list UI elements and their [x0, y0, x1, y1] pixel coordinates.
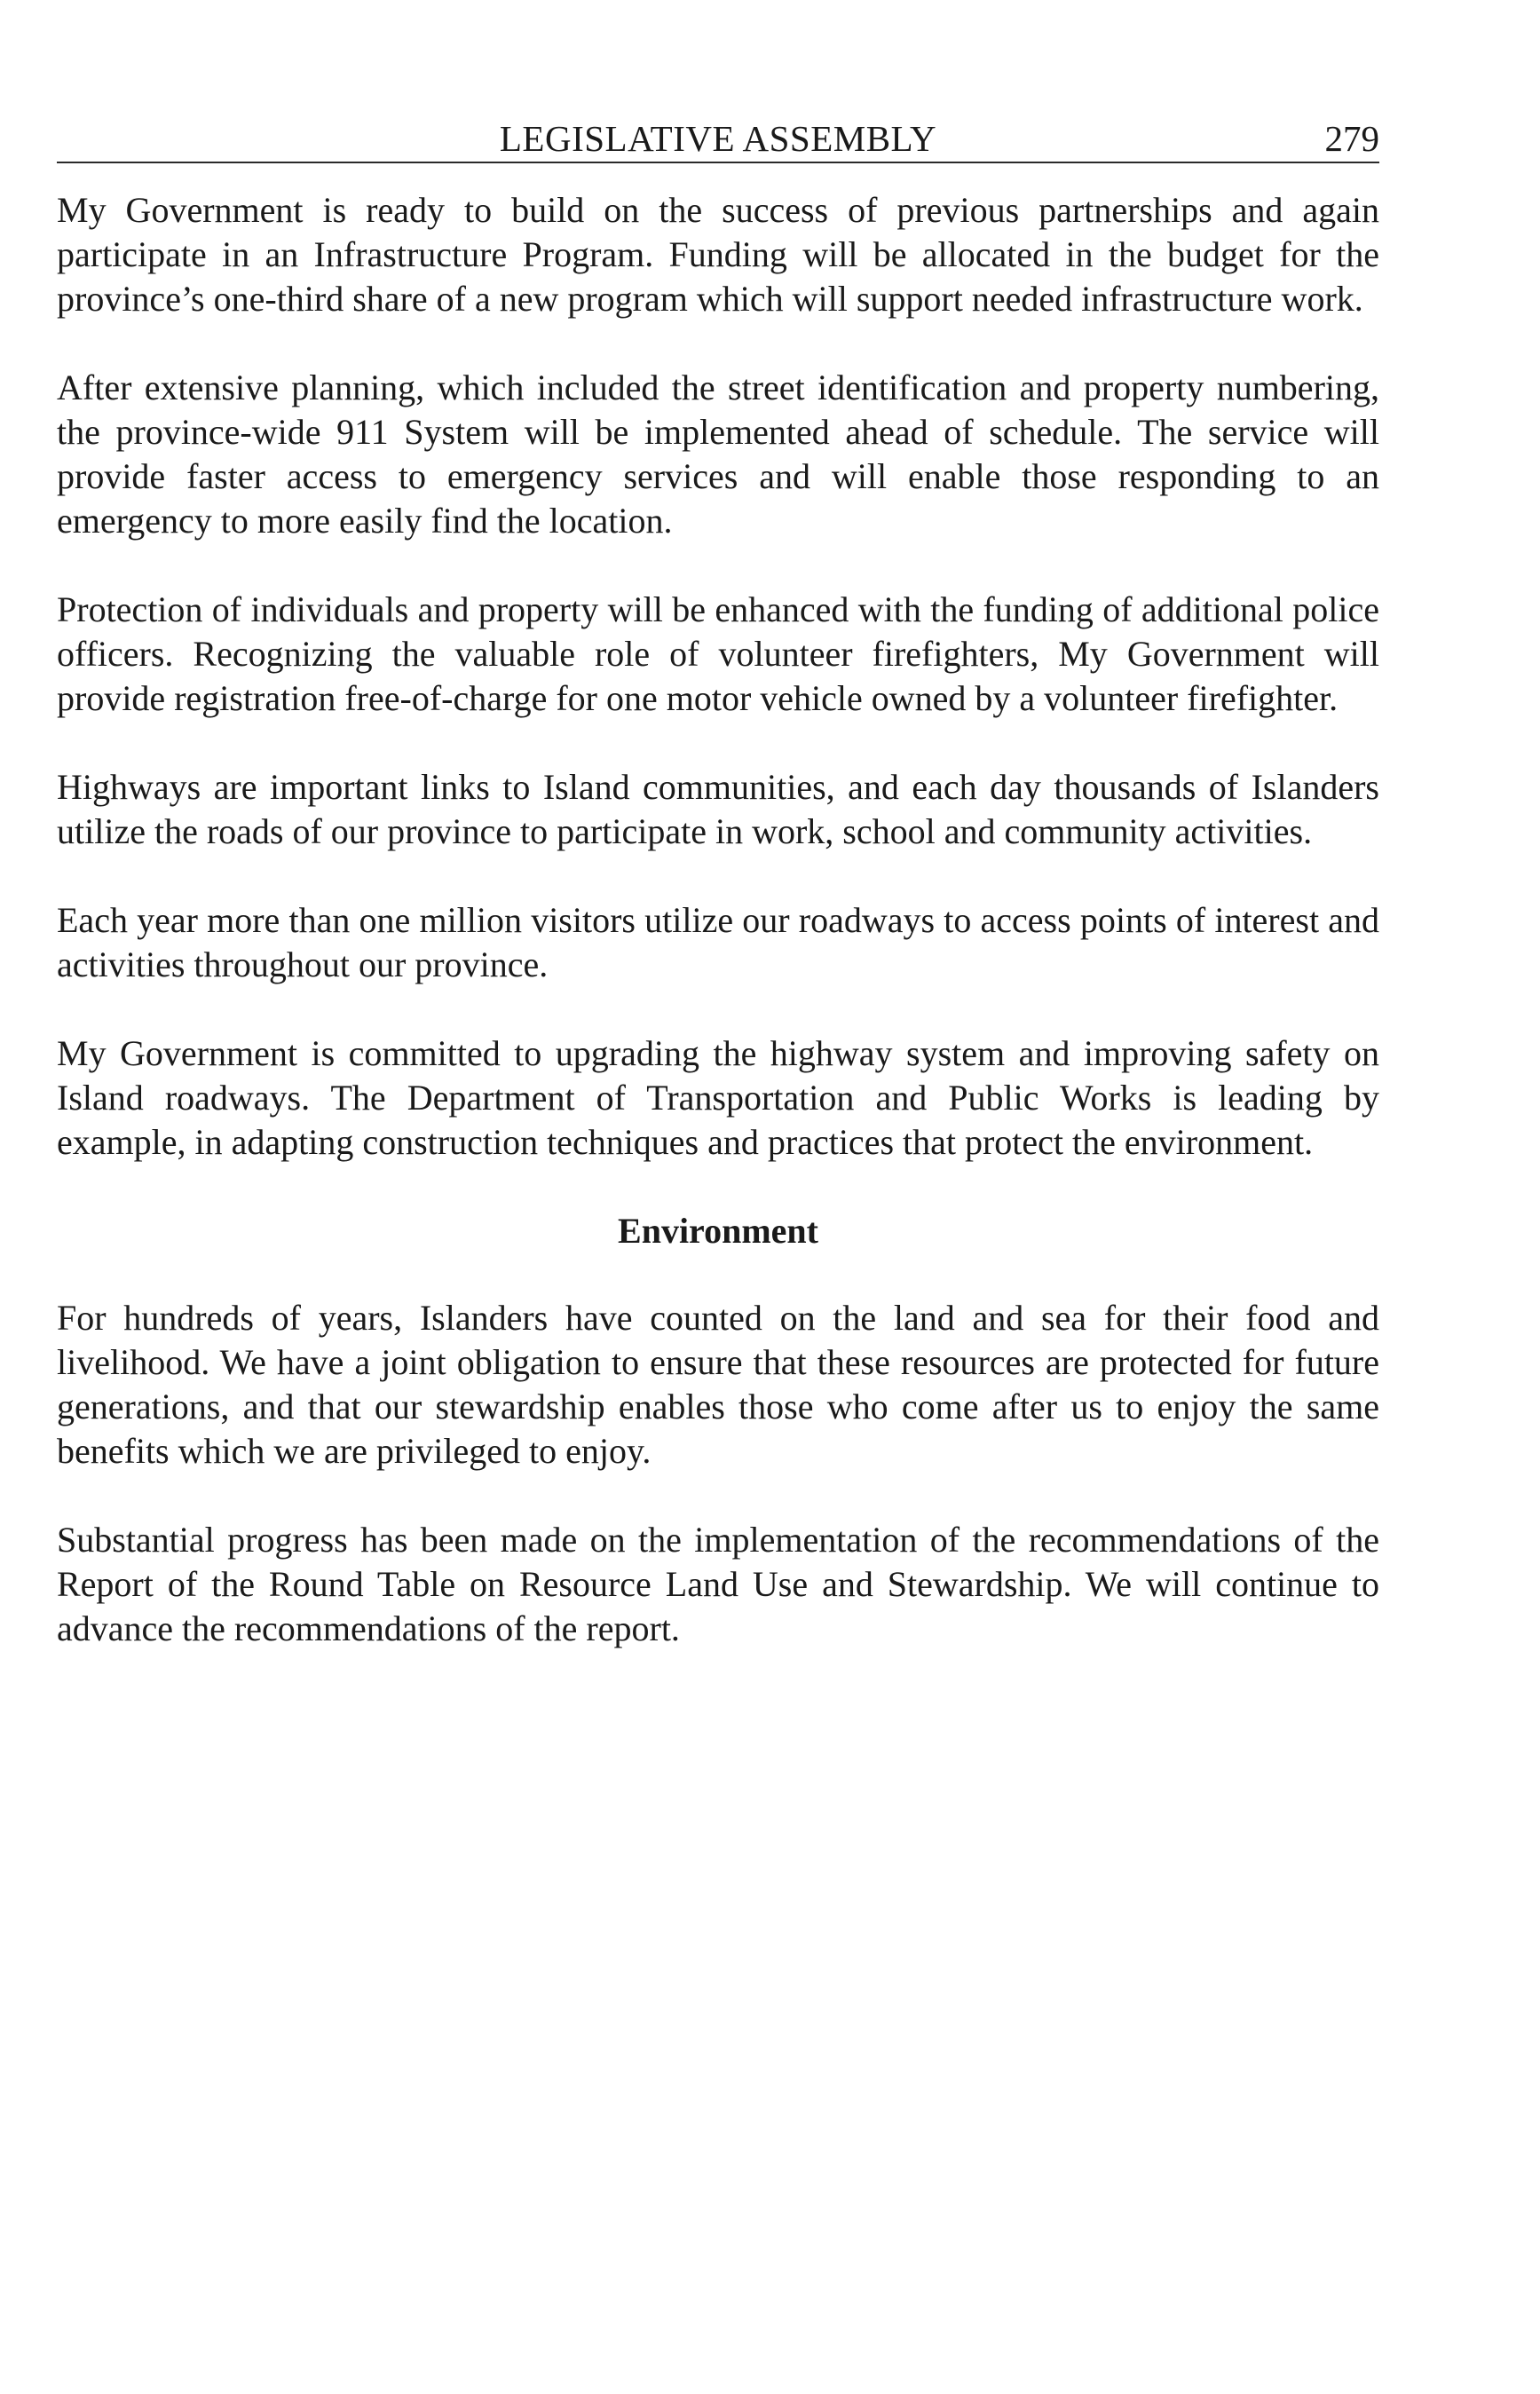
running-title: LEGISLATIVE ASSEMBLY: [499, 118, 937, 159]
section-heading-environment: Environment: [618, 1211, 818, 1251]
body-text: [57, 188, 1379, 1651]
document-page: [57, 115, 1379, 1695]
running-header: [57, 115, 1379, 163]
page-number: 279: [1324, 118, 1379, 159]
paragraph-highway-upgrades: My Government is committed to upgrading the highway system and improving safety on Island roadways. The Department of Transportation and Public Works is leading by example, in adapting construction techniques and practices that protect the environment.: [57, 1033, 1379, 1162]
paragraph-highways: Highways are important links to Island communities, and each day thousands of Islanders utilize the roads of our province to participate in work, school and community activities.: [57, 767, 1379, 851]
paragraph-visitors: Each year more than one million visitors utilize our roadways to access points of interest and activities throughout our province.: [57, 900, 1379, 984]
paragraph-stewardship: For hundreds of years, Islanders have counted on the land and sea for their food and livelihood. We have a joint obligation to ensure that these resources are protected for future generations, and that our stewardship enables those who come after us to enjoy the same benefits which we are privileged to enjoy.: [57, 1298, 1379, 1471]
paragraph-protection: Protection of individuals and property will be enhanced with the funding of additional police officers. Recognizing the valuable role of volunteer firefighters, My Government will provide registration free-of-charge for one motor vehicle owned by a volunteer firefighter.: [57, 589, 1379, 718]
paragraph-infrastructure: My Government is ready to build on the success of previous partnerships and again participate in an Infrastructure Program. Funding will be allocated in the budget for the province’s one-third share of a new program which will support needed infrastructure work.: [57, 190, 1379, 319]
paragraph-round-table: Substantial progress has been made on the implementation of the recommendations of the Report of the Round Table on Resource Land Use and Stewardship. We will continue to advance the recommendations of the report.: [57, 1520, 1379, 1648]
paragraph-911-system: After extensive planning, which included the street identification and property numbering, the province-wide 911 System will be implemented ahead of schedule. The service will provide faster access to emergency services and will enable those responding to an emergency to more easily find the location.: [57, 367, 1379, 541]
